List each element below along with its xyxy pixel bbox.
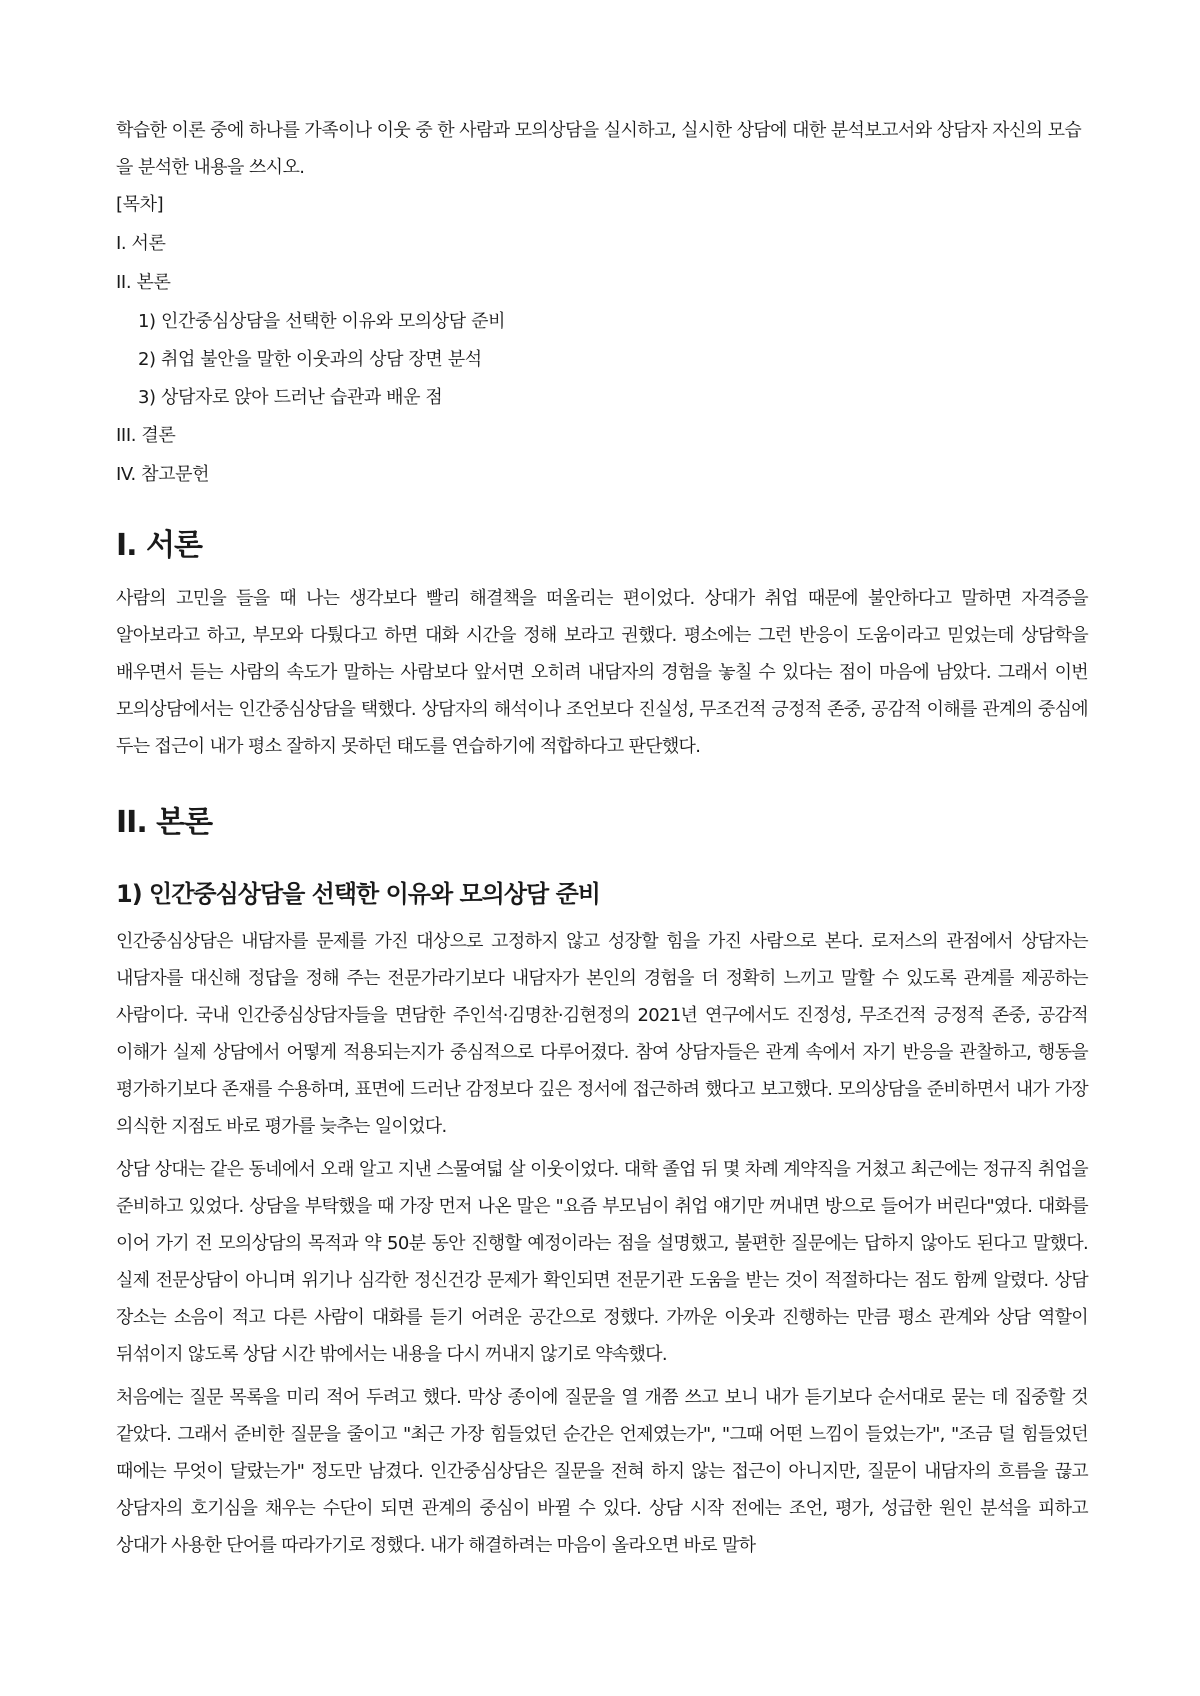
toc-item-intro: I. 서론 — [116, 233, 166, 254]
intro-paragraph: 사람의 고민을 들을 때 나는 생각보다 빨리 해결책을 떠올리는 편이었다. 상대가 취업 때문에 불안하다고 말하면 자격증을 알아보라고 하고, 부모와 다퉜다고 하면 대화 시간을 정해 보라고 권했다. 평소에는 그런 반응이 도움이라고 믿었는데 상담학을 배우면서 듣는 사람의 속도가 말하는 사람보다 앞서면 오히려 내담자의 경험을 놓칠 수 있다는 점이 마음에 남았다. 그래서 이번 모의상담에서는 인간중심상담을 택했다. 상담자의 해석이나 조언보다 진실성, 무조건적 긍정적 존중, 공감적 이해를 관계의 중심에 두는 접근이 내가 평소 잘하지 못하던 태도를 연습하기에 적합하다고 판단했다. — [116, 588, 1088, 757]
table-of-contents — [116, 192, 1088, 488]
toc-item-body-1: 1) 인간중심상담을 선택한 이유와 모의상담 준비 — [138, 311, 506, 332]
toc-item-body-3: 3) 상담자로 앉아 드러난 습관과 배운 점 — [138, 387, 443, 408]
section-title-body: II. 본론 — [116, 805, 213, 840]
body-paragraph-3: 처음에는 질문 목록을 미리 적어 두려고 했다. 막상 종이에 질문을 열 개쯤 쓰고 보니 내가 듣기보다 순서대로 묻는 데 집중할 것 같았다. 그래서 준비한 질문을 줄이고 "최근 가장 힘들었던 순간은 언제였는가", "그때 어떤 느낌이 들었는가", "조금 덜 힘들었던 때에는 무엇이 달랐는가" 정도만 남겼다. 인간중심상담은 질문을 전혀 하지 않는 접근이 아니지만, 질문이 내담자의 흐름을 끊고 상담자의 호기심을 채우는 수단이 되면 관계의 중심이 바뀔 수 있다. 상담 시작 전에는 조언, 평가, 성급한 원인 분석을 피하고 상대가 사용한 단어를 따라가기로 정했다. 내가 해결하려는 마음이 올라오면 바로 말하 — [116, 1387, 1088, 1556]
toc-item-body: II. 본론 — [116, 272, 171, 293]
toc-item-references: IV. 참고문헌 — [116, 464, 210, 485]
body-paragraph-2: 상담 상대는 같은 동네에서 오래 알고 지낸 스물여덟 살 이웃이었다. 대학 졸업 뒤 몇 차례 계약직을 거쳤고 최근에는 정규직 취업을 준비하고 있었다. 상담을 부탁했을 때 가장 먼저 나온 말은 "요즘 부모님이 취업 얘기만 꺼내면 방으로 들어가 버린다"였다. 대화를 이어 가기 전 모의상담의 목적과 약 50분 동안 진행할 예정이라는 점을 설명했고, 불편한 질문에는 답하지 않아도 된다고 말했다. 실제 전문상담이 아니며 위기나 심각한 정신건강 문제가 확인되면 전문기관 도움을 받는 것이 적절하다는 점도 함께 알렸다. 상담 장소는 소음이 적고 다른 사람이 대화를 듣기 어려운 공간으로 정했다. 가까운 이웃과 진행하는 만큼 평소 관계와 상담 역할이 뒤섞이지 않도록 상담 시간 밖에서는 내용을 다시 꺼내지 않기로 약속했다. — [116, 1159, 1088, 1365]
toc-heading: [목차] — [116, 194, 164, 215]
assignment-prompt: 학습한 이론 중에 하나를 가족이나 이웃 중 한 사람과 모의상담을 실시하고, 실시한 상담에 대한 분석보고서와 상담자 자신의 모습을 분석한 내용을 쓰시오. — [116, 120, 1082, 178]
toc-item-body-2: 2) 취업 불안을 말한 이웃과의 상담 장면 분석 — [138, 349, 482, 370]
toc-item-conclusion: III. 결론 — [116, 425, 176, 446]
body-paragraph-1: 인간중심상담은 내담자를 문제를 가진 대상으로 고정하지 않고 성장할 힘을 가진 사람으로 본다. 로저스의 관점에서 상담자는 내담자를 대신해 정답을 정해 주는 전문가라기보다 내담자가 본인의 경험을 더 정확히 느끼고 말할 수 있도록 관계를 제공하는 사람이다. 국내 인간중심상담자들을 면담한 주인석·김명찬·김현정의 2021년 연구에서도 진정성, 무조건적 긍정적 존중, 공감적 이해가 실제 상담에서 어떻게 적용되는지가 중심적으로 다루어졌다. 참여 상담자들은 관계 속에서 자기 반응을 관찰하고, 행동을 평가하기보다 존재를 수용하며, 표면에 드러난 감정보다 깊은 정서에 접근하려 했다고 보고했다. 모의상담을 준비하면서 내가 가장 의식한 지점도 바로 평가를 늦추는 일이었다. — [116, 931, 1088, 1137]
section-title-intro: I. 서론 — [116, 528, 202, 563]
subsection-title-1: 1) 인간중심상담을 선택한 이유와 모의상담 준비 — [116, 880, 600, 908]
